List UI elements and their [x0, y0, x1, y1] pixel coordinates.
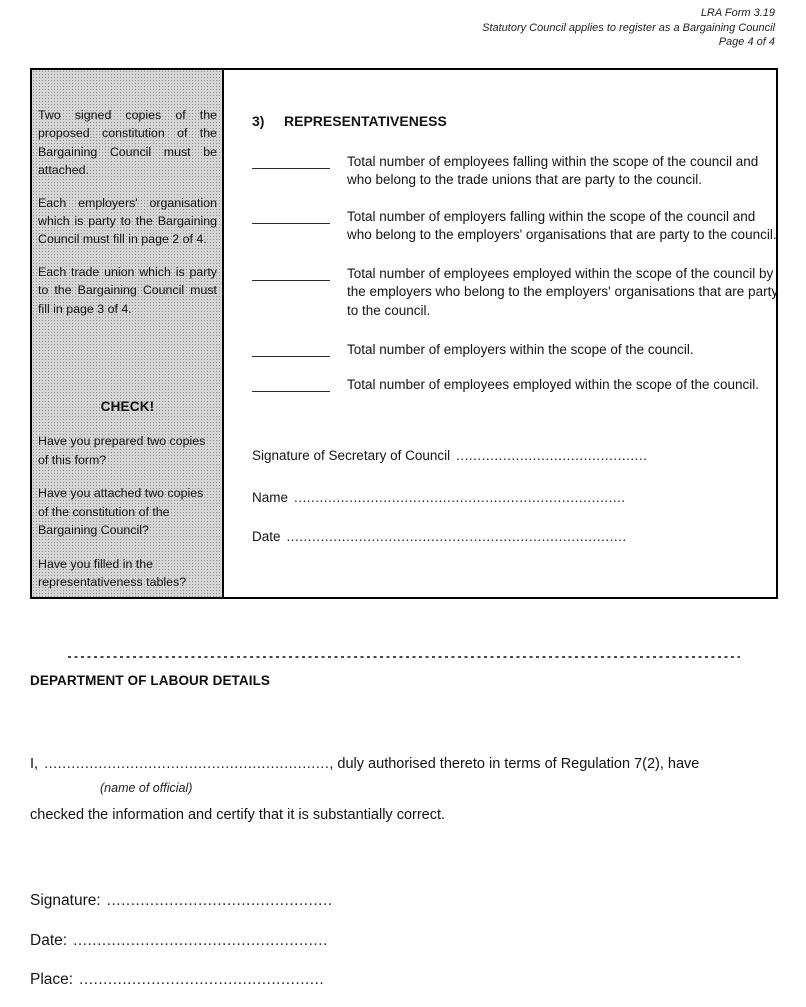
- page-indicator: Page 4 of 4: [718, 36, 775, 48]
- rep-item-text: Total number of employees employed within the scope of the council.: [347, 376, 759, 392]
- certify-text: checked the information and certify that it is substantially correct.: [30, 807, 446, 823]
- secretary-signature-label: Signature of Secretary of Council: [252, 448, 451, 463]
- fill-in-blank-line: [252, 208, 330, 224]
- name-label: Name: [252, 489, 289, 505]
- check-item: Have you filled in the representativeness tables?: [38, 556, 187, 589]
- place-label: Place:: [30, 971, 74, 988]
- document-header: [482, 6, 775, 50]
- rep-item-text: Total number of employers within the scope of the council.: [347, 342, 694, 357]
- secretary-date-line: [252, 528, 783, 547]
- rep-item-text: Total number of employees employed within the scope of the council by the employers who belong to the employers' organisations that are party to the council.: [347, 265, 779, 318]
- instruction-paragraph: Two signed copies of the proposed constitution of the Bargaining Council must be attached.: [38, 108, 217, 178]
- dotted-fill-line: ...................................................: [79, 971, 325, 988]
- section-heading: [252, 112, 783, 131]
- official-signature-line: [30, 892, 333, 910]
- secretary-name-line: [252, 489, 783, 508]
- secretary-signature-line: [252, 447, 783, 466]
- dotted-fill-line: ................................................................................: [286, 529, 627, 544]
- dotted-fill-line: .....................................................: [73, 932, 328, 949]
- official-date-line: [30, 932, 328, 950]
- rep-item: [252, 376, 783, 395]
- declaration-prefix: I,: [30, 756, 39, 772]
- signature-label: Signature:: [30, 892, 101, 909]
- rep-item: [252, 208, 783, 245]
- instruction-paragraph: Each employers' organisation which is party to the Bargaining Council must fill in page 2 of 4.: [38, 195, 217, 247]
- dotted-fill-line: ...............................................: [106, 892, 333, 909]
- check-item: Have you prepared two copies of this form?: [38, 434, 206, 467]
- representativeness-section: [224, 70, 791, 597]
- form-number: LRA Form 3.19: [700, 7, 775, 19]
- department-heading: DEPARTMENT OF LABOUR DETAILS: [30, 673, 271, 688]
- dotted-fill-line: .............................................: [456, 448, 648, 463]
- fill-in-blank-line: [252, 376, 330, 392]
- rep-item-text: Total number of employees falling within the scope of the council and who belong to the trade unions that are party to the council.: [347, 153, 759, 187]
- dashed-separator: [68, 656, 740, 658]
- official-place-line: [30, 971, 324, 989]
- rep-item: [252, 341, 783, 360]
- instruction-paragraph: Each trade union which is party to the Bargaining Council must fill in page 3 of 4.: [38, 264, 217, 316]
- declaration-suffix: , duly authorised thereto in terms of Regulation 7(2), have: [329, 756, 700, 772]
- dotted-fill-line: ..............................................................................: [294, 489, 626, 505]
- date-label: Date:: [30, 932, 68, 949]
- date-label: Date: [252, 529, 281, 544]
- name-of-official-caption: (name of official): [100, 781, 193, 795]
- check-item: Have you attached two copies of the constitution of the Bargaining Council?: [38, 486, 204, 538]
- dotted-fill-line: ...............................................................: [44, 756, 330, 772]
- form-box: [30, 68, 778, 599]
- rep-item: [252, 265, 783, 321]
- section-title: REPRESENTATIVENESS: [284, 113, 447, 129]
- authorisation-declaration-line: [30, 756, 699, 772]
- fill-in-blank-line: [252, 153, 330, 169]
- fill-in-blank-line: [252, 265, 330, 281]
- rep-item: [252, 153, 783, 190]
- fill-in-blank-line: [252, 341, 330, 357]
- form-title: Statutory Council applies to register as a Bargaining Council: [482, 21, 775, 34]
- rep-item-text: Total number of employers falling within the scope of the council and who belong to the employers' organisations that are party to the council.: [347, 208, 777, 242]
- instructions-sidebar: [32, 70, 224, 597]
- section-number: 3): [252, 113, 265, 129]
- check-heading: CHECK!: [100, 399, 155, 415]
